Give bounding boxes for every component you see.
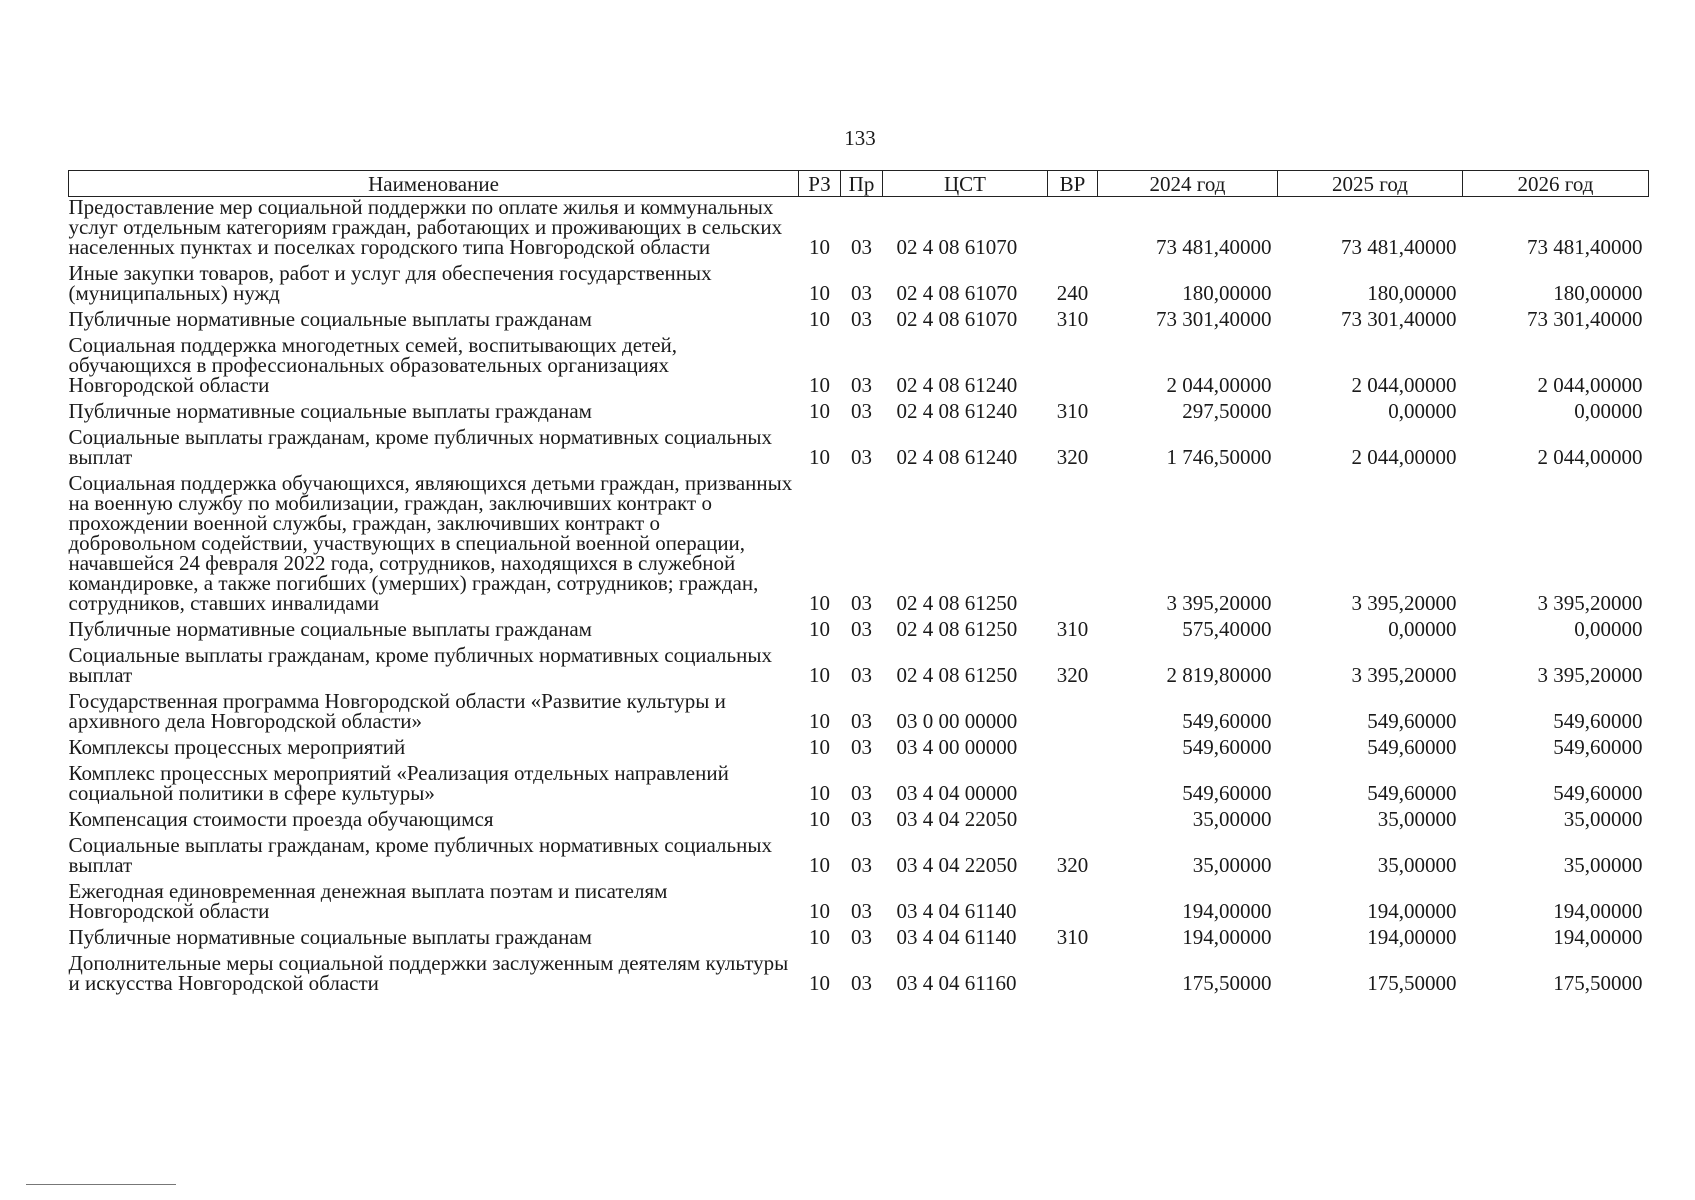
row-vr: 320 [1056, 445, 1089, 469]
row-rz: 10 [809, 899, 830, 923]
row-amount-2026: 549,60000 [1553, 735, 1643, 759]
row-pr: 03 [851, 591, 872, 615]
row-amount-2026: 2 044,00000 [1537, 373, 1643, 397]
header-rz: РЗ [799, 171, 841, 197]
row-pr: 03 [851, 663, 872, 687]
row-amount-2025: 549,60000 [1367, 709, 1457, 733]
table-row [69, 645, 1649, 691]
table-row [69, 619, 1649, 645]
row-amount-2025: 0,00000 [1388, 399, 1457, 423]
table-row [69, 927, 1649, 953]
row-name: Социальная поддержка обучающихся, являющихся детьми граждан, призванных на военную службу по мобилизации, граждан, заключивших контракт о прохождении военной службы, граждан, заключивших контракт о добровольном содействии, участвующих в специальной военной операции, начавшейся 24 февраля 2022 года, сотрудников, находящихся в служебной командировке, а также погибших (умерших) граждан, сотрудников; граждан, сотрудников, ставших инвалидами [68, 471, 793, 615]
row-amount-2024: 549,60000 [1182, 781, 1272, 805]
row-amount-2025: 549,60000 [1367, 781, 1457, 805]
row-rz: 10 [809, 617, 830, 641]
header-name: Наименование [69, 171, 799, 197]
row-pr: 03 [851, 807, 872, 831]
row-rz: 10 [809, 853, 830, 877]
row-cst: 03 4 04 61140 [896, 899, 1017, 923]
row-rz: 10 [809, 445, 830, 469]
row-pr: 03 [851, 281, 872, 305]
row-name: Государственная программа Новгородской области «Развитие культуры и архивного дела Новгородской области» [68, 689, 726, 733]
row-rz: 10 [809, 781, 830, 805]
row-cst: 03 0 00 00000 [896, 709, 1018, 733]
table-row [69, 473, 1649, 619]
row-amount-2025: 3 395,20000 [1351, 663, 1457, 687]
row-pr: 03 [851, 853, 872, 877]
row-rz: 10 [809, 709, 830, 733]
row-amount-2026: 2 044,00000 [1537, 445, 1643, 469]
row-amount-2025: 180,00000 [1367, 281, 1457, 305]
table-row [69, 263, 1649, 309]
row-amount-2026: 194,00000 [1553, 925, 1643, 949]
row-amount-2026: 180,00000 [1553, 281, 1643, 305]
row-vr [1048, 197, 1098, 264]
bottom-rule [26, 1184, 176, 1185]
row-name: Публичные нормативные социальные выплаты гражданам [68, 307, 592, 331]
row-vr [1048, 763, 1098, 809]
row-pr: 03 [851, 925, 872, 949]
row-vr [1048, 473, 1098, 619]
table-row [69, 427, 1649, 473]
row-cst: 02 4 08 61250 [896, 663, 1018, 687]
row-rz: 10 [809, 399, 830, 423]
row-amount-2026: 73 301,40000 [1527, 307, 1643, 331]
row-rz: 10 [809, 281, 830, 305]
row-amount-2026: 0,00000 [1574, 617, 1643, 641]
header-2024: 2024 год [1098, 171, 1278, 197]
row-pr: 03 [851, 617, 872, 641]
row-vr: 310 [1056, 307, 1089, 331]
row-amount-2024: 180,00000 [1182, 281, 1272, 305]
row-amount-2024: 194,00000 [1182, 899, 1272, 923]
row-vr: 320 [1056, 663, 1089, 687]
row-rz: 10 [809, 373, 830, 397]
row-pr: 03 [851, 971, 872, 995]
header-row [69, 171, 1649, 197]
row-vr: 310 [1056, 617, 1089, 641]
row-amount-2025: 73 481,40000 [1341, 235, 1457, 259]
table-row [69, 763, 1649, 809]
row-rz: 10 [809, 807, 830, 831]
row-amount-2024: 549,60000 [1182, 709, 1272, 733]
header-2025: 2025 год [1278, 171, 1463, 197]
table-row [69, 309, 1649, 335]
row-vr: 310 [1056, 925, 1089, 949]
row-amount-2024: 35,00000 [1192, 853, 1272, 877]
row-vr [1048, 881, 1098, 927]
row-pr: 03 [851, 235, 872, 259]
row-amount-2024: 73 301,40000 [1156, 307, 1272, 331]
row-name: Комплексы процессных мероприятий [68, 735, 406, 759]
row-cst: 03 4 04 22050 [896, 853, 1018, 877]
row-pr: 03 [851, 399, 872, 423]
row-cst: 03 4 04 61140 [896, 925, 1017, 949]
row-amount-2025: 175,50000 [1367, 971, 1457, 995]
row-amount-2026: 549,60000 [1553, 709, 1643, 733]
row-vr [1048, 809, 1098, 835]
row-amount-2026: 175,50000 [1553, 971, 1643, 995]
row-name: Публичные нормативные социальные выплаты гражданам [68, 617, 592, 641]
table-row [69, 809, 1649, 835]
table-body [69, 197, 1649, 1000]
row-cst: 03 4 04 00000 [896, 781, 1018, 805]
row-amount-2025: 194,00000 [1367, 899, 1457, 923]
row-amount-2024: 297,50000 [1182, 399, 1272, 423]
row-amount-2024: 2 044,00000 [1166, 373, 1272, 397]
row-vr [1048, 335, 1098, 401]
row-vr [1048, 691, 1098, 737]
row-cst: 02 4 08 61070 [896, 307, 1018, 331]
row-amount-2025: 0,00000 [1388, 617, 1457, 641]
row-vr [1048, 737, 1098, 763]
table-row [69, 335, 1649, 401]
row-pr: 03 [851, 781, 872, 805]
table-row [69, 737, 1649, 763]
row-pr: 03 [851, 445, 872, 469]
budget-table [68, 170, 1649, 999]
table-row [69, 881, 1649, 927]
row-rz: 10 [809, 925, 830, 949]
header-cst: ЦСТ [883, 171, 1048, 197]
row-name: Социальные выплаты гражданам, кроме публичных нормативных социальных выплат [68, 643, 772, 687]
table-header [69, 171, 1649, 197]
row-amount-2026: 3 395,20000 [1537, 663, 1643, 687]
row-amount-2025: 194,00000 [1367, 925, 1457, 949]
page-number: 133 [844, 126, 876, 150]
row-rz: 10 [809, 663, 830, 687]
row-cst: 02 4 08 61070 [896, 235, 1018, 259]
row-cst: 02 4 08 61250 [896, 617, 1018, 641]
row-cst: 02 4 08 61250 [896, 591, 1018, 615]
header-2026: 2026 год [1463, 171, 1649, 197]
row-amount-2026: 73 481,40000 [1527, 235, 1643, 259]
row-amount-2024: 35,00000 [1192, 807, 1272, 831]
row-name: Предоставление мер социальной поддержки по оплате жилья и коммунальных услуг отдельным категориям граждан, работающих и проживающих в сельских населенных пунктах и поселках городского типа Новгородской области [68, 195, 783, 259]
row-amount-2024: 175,50000 [1182, 971, 1272, 995]
row-name: Социальные выплаты гражданам, кроме публичных нормативных социальных выплат [68, 425, 772, 469]
row-amount-2025: 35,00000 [1377, 807, 1457, 831]
row-name: Публичные нормативные социальные выплаты гражданам [68, 925, 592, 949]
row-pr: 03 [851, 899, 872, 923]
row-amount-2026: 0,00000 [1574, 399, 1643, 423]
row-name: Публичные нормативные социальные выплаты гражданам [68, 399, 592, 423]
row-vr [1048, 953, 1098, 999]
row-amount-2025: 3 395,20000 [1351, 591, 1457, 615]
row-rz: 10 [809, 307, 830, 331]
row-rz: 10 [809, 735, 830, 759]
row-name: Компенсация стоимости проезда обучающимся [68, 807, 494, 831]
table-row [69, 691, 1649, 737]
row-amount-2024: 73 481,40000 [1156, 235, 1272, 259]
table-row [69, 953, 1649, 999]
row-vr: 240 [1056, 281, 1089, 305]
row-name: Ежегодная единовременная денежная выплата поэтам и писателям Новгородской области [68, 879, 668, 923]
row-name: Социальные выплаты гражданам, кроме публичных нормативных социальных выплат [68, 833, 772, 877]
row-name: Социальная поддержка многодетных семей, воспитывающих детей, обучающихся в профессиональных образовательных организациях Новгородской области [68, 333, 678, 397]
row-amount-2026: 35,00000 [1563, 807, 1643, 831]
table-row [69, 401, 1649, 427]
row-cst: 03 4 00 00000 [896, 735, 1018, 759]
row-pr: 03 [851, 307, 872, 331]
row-amount-2024: 549,60000 [1182, 735, 1272, 759]
row-pr: 03 [851, 373, 872, 397]
row-rz: 10 [809, 591, 830, 615]
row-amount-2024: 1 746,50000 [1166, 445, 1272, 469]
row-amount-2026: 3 395,20000 [1537, 591, 1643, 615]
row-pr: 03 [851, 735, 872, 759]
row-cst: 02 4 08 61240 [896, 399, 1018, 423]
row-amount-2026: 194,00000 [1553, 899, 1643, 923]
row-amount-2024: 575,40000 [1182, 617, 1272, 641]
row-name: Комплекс процессных мероприятий «Реализация отдельных направлений социальной политики в сфере культуры» [68, 761, 729, 805]
row-rz: 10 [809, 235, 830, 259]
row-vr: 310 [1056, 399, 1089, 423]
header-pr: Пр [841, 171, 883, 197]
row-cst: 02 4 08 61070 [896, 281, 1018, 305]
row-cst: 02 4 08 61240 [896, 373, 1018, 397]
row-amount-2025: 35,00000 [1377, 853, 1457, 877]
table-row [69, 197, 1649, 264]
row-amount-2025: 73 301,40000 [1341, 307, 1457, 331]
row-amount-2024: 2 819,80000 [1166, 663, 1272, 687]
row-vr: 320 [1056, 853, 1089, 877]
row-amount-2026: 549,60000 [1553, 781, 1643, 805]
row-amount-2025: 549,60000 [1367, 735, 1457, 759]
row-amount-2025: 2 044,00000 [1351, 373, 1457, 397]
row-cst: 03 4 04 61160 [896, 971, 1017, 995]
table-row [69, 835, 1649, 881]
row-cst: 02 4 08 61240 [896, 445, 1018, 469]
row-pr: 03 [851, 709, 872, 733]
row-amount-2024: 3 395,20000 [1166, 591, 1272, 615]
row-name: Иные закупки товаров, работ и услуг для обеспечения государственных (муниципальных) нужд [68, 261, 712, 305]
row-amount-2025: 2 044,00000 [1351, 445, 1457, 469]
header-vr: ВР [1048, 171, 1098, 197]
row-name: Дополнительные меры социальной поддержки заслуженным деятелям культуры и искусства Новгородской области [68, 951, 789, 995]
row-amount-2026: 35,00000 [1563, 853, 1643, 877]
row-cst: 03 4 04 22050 [896, 807, 1018, 831]
row-amount-2024: 194,00000 [1182, 925, 1272, 949]
row-rz: 10 [809, 971, 830, 995]
